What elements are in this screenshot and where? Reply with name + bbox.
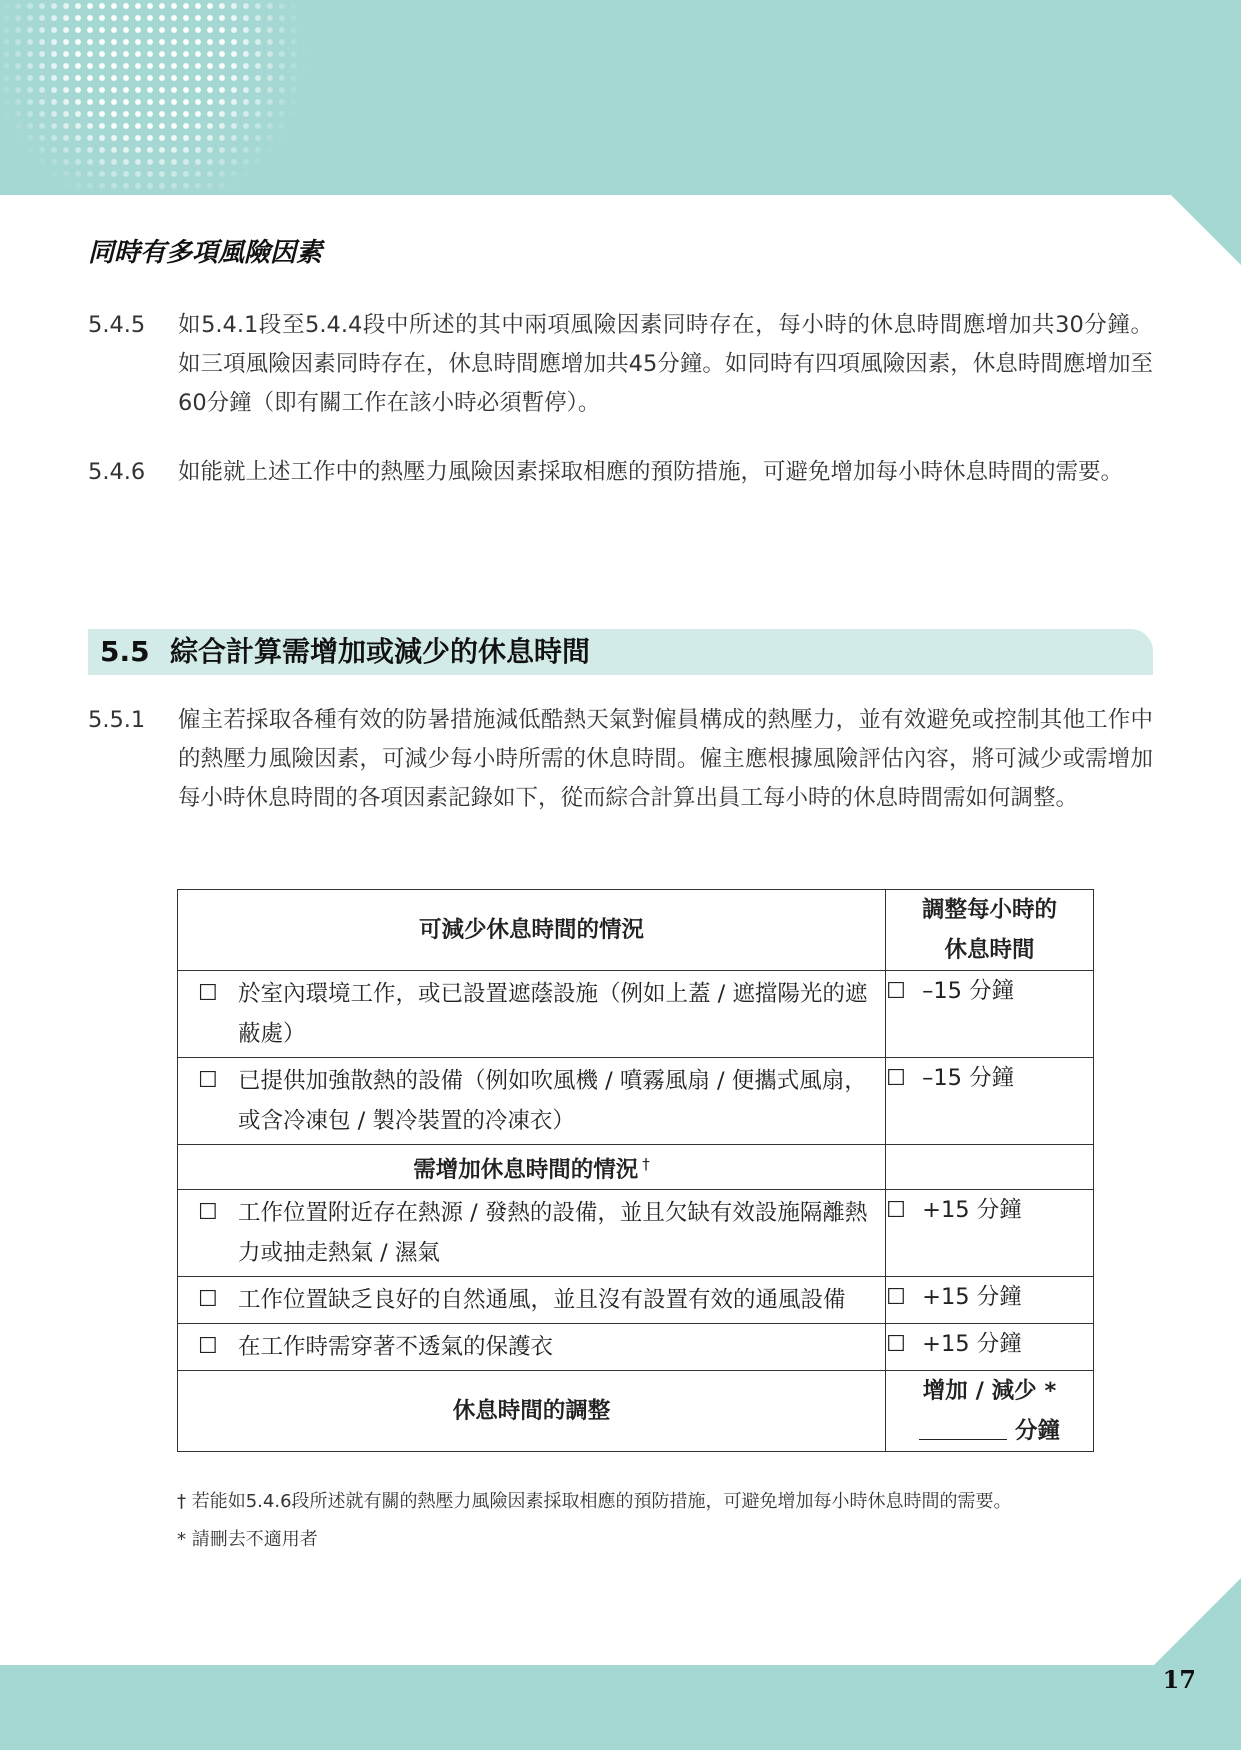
paragraph-text: 如5.4.1段至5.4.4段中所述的其中兩項風險因素同時存在，每小時的休息時間應增加共30分鐘。如三項風險因素同時存在，休息時間應增加共45分鐘。如同時有四項風險因素，休息時間應增加至60分鐘（即有關工作在該小時必須暫停）。 [178, 312, 1153, 416]
total-label: 休息時間的調整 [178, 1371, 886, 1452]
table-header-row [178, 890, 1094, 971]
checkbox[interactable]: ☐ [198, 1287, 218, 1312]
footnote-dagger: † 若能如5.4.6段所述就有關的熱壓力風險因素採取相應的預防措施，可避免增加每小時休息時間的需要。 [177, 1491, 1012, 1512]
table-row [178, 1277, 1094, 1324]
increase-header: 需增加休息時間的情況 [413, 1157, 639, 1183]
checkbox[interactable]: ☐ [886, 1332, 906, 1357]
section-heading-bar [88, 629, 1153, 675]
adjustment-value: +15 分鐘 [922, 1331, 1022, 1357]
header-adjustment [886, 890, 1094, 971]
paragraph-number: 5.4.6 [88, 459, 146, 485]
adjustment-value: –15 分鐘 [922, 1065, 1015, 1091]
footer-band [0, 1665, 1241, 1750]
table-subheader-row [178, 1145, 1094, 1190]
subheading: 同時有多項風險因素 [88, 238, 323, 268]
table-row [178, 1190, 1094, 1277]
table-total-row [178, 1371, 1094, 1452]
paragraph-5-4-5 [88, 306, 1153, 423]
adjustment-value: –15 分鐘 [922, 978, 1015, 1004]
footnote-asterisk: * 請刪去不適用者 [177, 1529, 318, 1550]
condition-text: 已提供加強散熱的設備（例如吹風機 / 噴霧風扇 / 便攜式風扇，或含冷凍包 / 製冷裝置的冷凍衣） [238, 1068, 867, 1134]
header-adjustment-line2: 休息時間 [944, 937, 1035, 963]
paragraph-text: 如能就上述工作中的熱壓力風險因素採取相應的預防措施，可避免增加每小時休息時間的需要。 [178, 459, 1124, 485]
checkbox[interactable]: ☐ [886, 1285, 906, 1310]
table-row [178, 1324, 1094, 1371]
total-adjustment-line1: 增加 / 減少 * [922, 1378, 1057, 1404]
condition-text: 在工作時需穿著不透氣的保護衣 [238, 1334, 554, 1360]
paragraph-number: 5.5.1 [88, 707, 146, 733]
paragraph-number: 5.4.5 [88, 312, 146, 338]
adjustment-value: +15 分鐘 [922, 1197, 1022, 1223]
condition-text: 於室內環境工作，或已設置遮蔭設施（例如上蓋 / 遮擋陽光的遮蔽處） [238, 981, 868, 1047]
checkbox[interactable]: ☐ [198, 1334, 218, 1359]
total-adjustment [886, 1371, 1094, 1452]
checkbox[interactable]: ☐ [198, 1200, 218, 1225]
condition-text: 工作位置附近存在熱源 / 發熱的設備，並且欠缺有效設施隔離熱力或抽走熱氣 / 濕氣 [238, 1200, 868, 1266]
checkbox[interactable]: ☐ [198, 981, 218, 1006]
section-number: 5.5 [100, 635, 150, 668]
bottom-right-corner-decoration [1154, 1578, 1241, 1665]
minutes-unit: 分鐘 [1015, 1418, 1061, 1444]
checkbox[interactable]: ☐ [886, 979, 906, 1004]
header-condition: 可減少休息時間的情況 [178, 890, 886, 971]
paragraph-5-5-1 [88, 701, 1153, 818]
condition-text: 工作位置缺乏良好的自然通風，並且沒有設置有效的通風設備 [238, 1287, 846, 1313]
halftone-dot-pattern [0, 0, 320, 195]
header-adjustment-line1: 調整每小時的 [922, 897, 1058, 923]
page-number: 17 [1162, 1665, 1196, 1694]
checkbox[interactable]: ☐ [886, 1198, 906, 1223]
section-title: 綜合計算需增加或減少的休息時間 [170, 635, 591, 668]
paragraph-5-4-6 [88, 453, 1153, 492]
paragraph-text: 僱主若採取各種有效的防暑措施減低酷熱天氣對僱員構成的熱壓力，並有效避免或控制其他工作中的熱壓力風險因素，可減少每小時所需的休息時間。僱主應根據風險評估內容，將可減少或需增加每小時休息時間的各項因素記錄如下，從而綜合計算出員工每小時的休息時間需如何調整。 [178, 707, 1153, 811]
table-row [178, 971, 1094, 1058]
adjustment-value: +15 分鐘 [922, 1284, 1022, 1310]
rest-time-adjustment-table [177, 889, 1094, 1452]
minutes-blank-field[interactable] [919, 1413, 1007, 1440]
checkbox[interactable]: ☐ [198, 1068, 218, 1093]
table-row [178, 1058, 1094, 1145]
top-right-corner-decoration [1171, 195, 1241, 265]
dagger-mark: † [642, 1155, 650, 1173]
checkbox[interactable]: ☐ [886, 1066, 906, 1091]
